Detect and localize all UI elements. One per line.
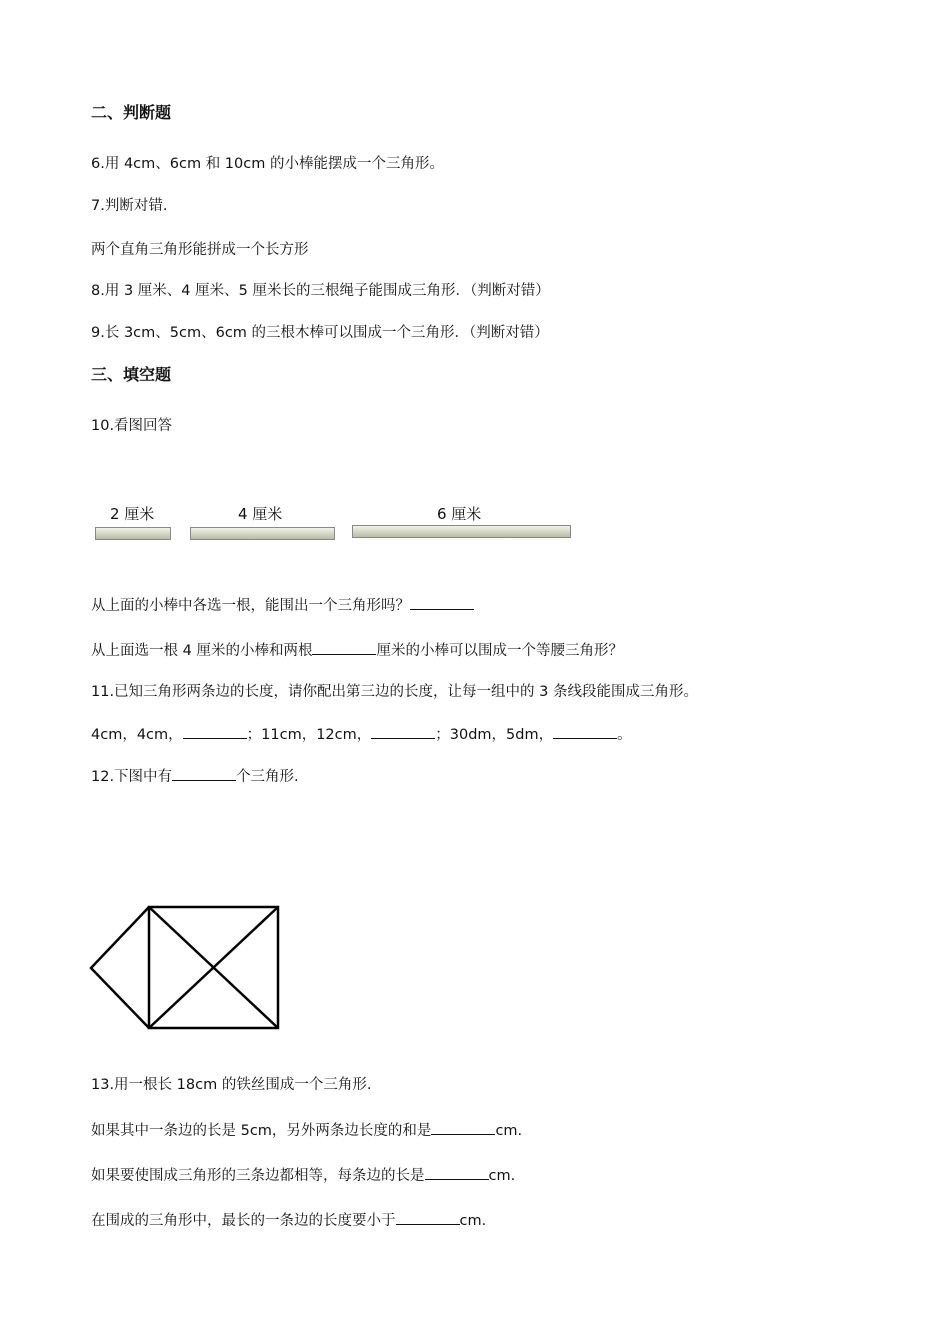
unit: cm.	[459, 1213, 487, 1229]
unit: cm.	[488, 1168, 516, 1184]
q10b-text-end: 厘米的小棒可以围成一个等腰三角形？	[376, 643, 623, 659]
q12-text-end: 个三角形.	[236, 769, 299, 785]
q12-text: 12.下图中有	[91, 769, 173, 785]
question-8: 8.用 3 厘米、4 厘米、5 厘米长的三根绳子能围成三角形．（判断对错）	[91, 283, 550, 299]
question-6: 6.用 4cm、6cm 和 10cm 的小棒能摆成一个三角形。	[91, 156, 444, 172]
q10a-text: 从上面的小棒中各选一根，能围出一个三角形吗？	[91, 598, 410, 614]
question-13c	[91, 1210, 486, 1231]
section-heading-fill: 三、填空题	[91, 365, 172, 384]
q13b-text: 如果要使围成三角形的三条边都相等，每条边的长是	[91, 1168, 425, 1184]
stick-label-4: 4 厘米	[238, 505, 283, 523]
answer-blank[interactable]	[431, 1120, 495, 1135]
group-3: ；30dm，5dm，	[435, 727, 554, 743]
answer-blank[interactable]	[425, 1165, 489, 1180]
question-7: 7.判断对错.	[91, 198, 168, 214]
unit: cm.	[495, 1123, 523, 1139]
period: 。	[617, 727, 632, 743]
question-13a	[91, 1120, 522, 1141]
question-9: 9.长 3cm、5cm、6cm 的三根木棒可以围成一个三角形．（判断对错）	[91, 325, 549, 341]
group-2: ；11cm，12cm，	[246, 727, 372, 743]
stick-label-2: 2 厘米	[110, 505, 155, 523]
answer-blank[interactable]	[396, 1210, 460, 1225]
question-11: 11.已知三角形两条边的长度，请你配出第三边的长度，让每一组中的 3 条线段能围成三角形。	[91, 684, 698, 700]
stick-label-6: 6 厘米	[437, 505, 482, 523]
q13c-text: 在围成的三角形中，最长的一条边的长度要小于	[91, 1213, 396, 1229]
question-13: 13.用一根长 18cm 的铁丝围成一个三角形.	[91, 1077, 372, 1093]
question-10: 10.看图回答	[91, 418, 173, 434]
question-13b	[91, 1165, 515, 1186]
group-1: 4cm，4cm，	[91, 727, 183, 743]
q13a-text: 如果其中一条边的长是 5cm，另外两条边长度的和是	[91, 1123, 432, 1139]
q10b-text: 从上面选一根 4 厘米的小棒和两根	[91, 643, 313, 659]
question-7-statement: 两个直角三角形能拼成一个长方形	[91, 242, 309, 258]
section-heading-judge: 二、判断题	[91, 103, 172, 122]
